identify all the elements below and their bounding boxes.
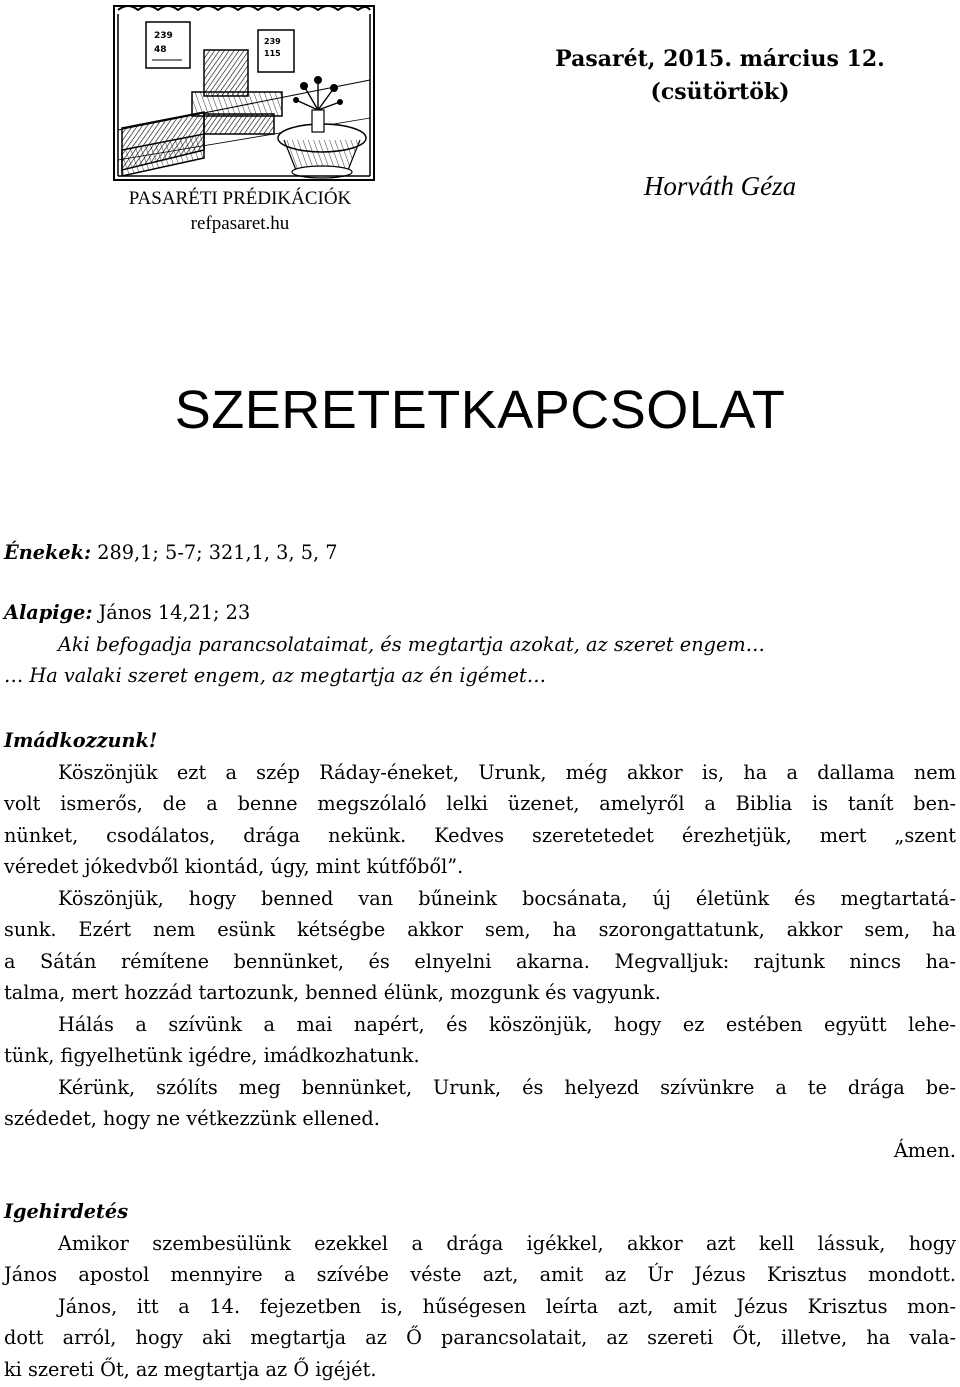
hymn-board-right-number-1: 239: [264, 37, 281, 46]
prayer-line: volt ismerős, de a benne megszólaló lelki üzenet, amelyről a Biblia is tanít ben-: [4, 792, 956, 815]
prayer-line: Kérünk, szólíts meg bennünket, Urunk, és helyezd szívünkre a te drága be-: [58, 1075, 956, 1099]
songs-label: Énekek:: [4, 541, 92, 564]
sermon-line: Amikor szembesülünk ezekkel a drága igékkel, akkor azt kell lássuk, hogy: [58, 1231, 956, 1255]
sermon-heading: Igehirdetés: [4, 1200, 129, 1223]
preacher-name: Horváth Géza: [643, 171, 797, 201]
hymn-board-right-number-2: 115: [264, 49, 281, 58]
prayer-amen: Ámen.: [893, 1138, 956, 1162]
prayer-line: Köszönjük, hogy benned van bűneink bocsánata, új életünk és megtartatá-: [58, 886, 956, 910]
sermon-title: SZERETETKAPCSOLAT: [174, 380, 786, 440]
sermon-line: ki szereti Őt, az megtartja az Ő igéjét.: [4, 1357, 377, 1381]
sermon-line: dott arról, hogy aki megtartja az Ő parancsolatait, az szereti Őt, illetve, ha vala-: [4, 1326, 956, 1349]
prayer-line: Hálás a szívünk a mai napért, és köszönjük, hogy ez estében együtt lehe-: [58, 1012, 956, 1036]
prayer-line: tünk, figyelhetünk igédre, imádkozhatunk.: [4, 1044, 420, 1067]
prayer-line: Köszönjük ezt a szép Ráday-éneket, Urunk, még akkor is, ha a dallama nem: [58, 760, 956, 784]
base-text-label: Alapige:: [4, 601, 93, 624]
prayer-line: sunk. Ezért nem esünk kétségbe akkor sem, ha szorongattatunk, akkor sem, ha: [4, 918, 956, 941]
prayer-section: [4, 725, 956, 1166]
sermon-line: János apostol mennyire a szívébe véste azt, amit az Úr Jézus Krisztus mondott.: [4, 1263, 956, 1286]
base-text-reference: János 14,21; 23: [92, 601, 251, 624]
prayer-heading: Imádkozzunk!: [4, 729, 158, 752]
church-interior-illustration: [108, 0, 380, 186]
base-text-block: [4, 597, 956, 692]
prayer-line: talma, mert hozzád tartozunk, benned élünk, mozgunk és vagyunk.: [4, 981, 661, 1004]
prayer-line: szédedet, hogy ne vétkezzünk ellened.: [4, 1107, 380, 1130]
base-text-quote-1: Aki befogadja parancsolataimat, és megtartja azokat, az szeret engem…: [58, 632, 765, 656]
sermon-weekday: (csütörtök): [650, 79, 790, 105]
prayer-line: a Sátán rémítene bennünket, és elnyelni akarna. Megvalljuk: rajtunk nincs ha-: [4, 949, 956, 973]
hymn-board-left-number-2: 48: [154, 45, 167, 55]
songs-line: [4, 537, 956, 569]
prayer-line: véredet jókedvből kiontád, úgy, mint kútfőből”.: [4, 855, 464, 878]
songs-value: 289,1; 5-7; 321,1, 3, 5, 7: [91, 541, 338, 564]
sermon-section: [4, 1196, 956, 1385]
hymn-board-left-number-1: 239: [154, 31, 173, 41]
sermon-line: János, itt a 14. fejezetben is, hűségesen leírta azt, amit Jézus Krisztus mon-: [58, 1294, 956, 1318]
base-text-quote-2: … Ha valaki szeret engem, az megtartja az én igémet…: [4, 664, 546, 687]
website-url[interactable]: refpasaret.hu: [190, 213, 290, 234]
sermon-date: Pasarét, 2015. március 12.: [555, 46, 885, 72]
series-name: PASARÉTI PRÉDIKÁCIÓK: [128, 188, 352, 209]
prayer-line: nünket, csodálatos, drága nekünk. Kedves szeretetedet érezhetjük, mert „szent: [4, 823, 956, 847]
